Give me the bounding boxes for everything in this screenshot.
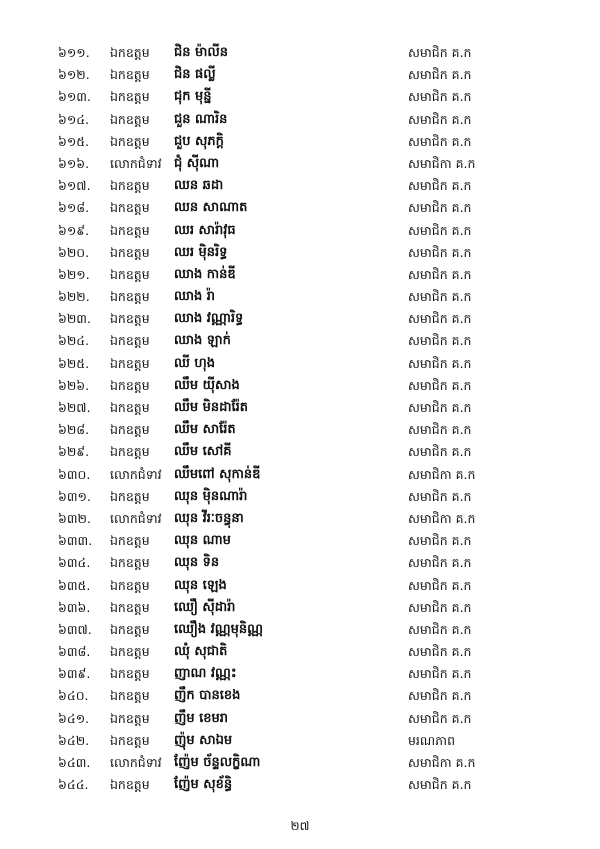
- member-status: សមាជិកា គ.ក: [408, 466, 476, 482]
- member-number: ៦២៤.: [58, 333, 90, 349]
- list-item: [0, 264, 600, 286]
- list-item: [0, 597, 600, 619]
- member-status: សមាជិក គ.ក: [408, 666, 472, 682]
- member-title: ឯកឧត្តម: [110, 444, 150, 460]
- list-item: [0, 308, 600, 330]
- member-name: ឈឿង វណ្ណមុនិណ្ណ: [174, 621, 264, 637]
- member-name: ឈាង រ៉ា: [174, 289, 216, 305]
- member-status: សមាជិក គ.ក: [408, 644, 472, 660]
- member-title: ឯកឧត្តម: [110, 488, 150, 504]
- member-title: ឯកឧត្តម: [110, 777, 150, 793]
- member-status: សមាជិក គ.ក: [408, 577, 472, 593]
- member-name: ឈី ហុង: [174, 355, 216, 371]
- member-status: សមាជិកា គ.ក: [408, 755, 476, 770]
- member-number: ៦២៥.: [58, 355, 90, 371]
- list-item: [0, 175, 600, 197]
- member-title: ឯកឧត្តម: [110, 89, 150, 105]
- member-title: ឯកឧត្តម: [110, 244, 150, 260]
- member-name: ញ៉ែម ច័ន្ទលក្ខិណា: [174, 755, 261, 770]
- member-status: សមាជិក គ.ក: [408, 400, 472, 415]
- list-item: [0, 197, 600, 219]
- list-item: [0, 441, 600, 463]
- member-name: ឈាង វណ្ណារិទ្ធ: [174, 311, 244, 327]
- list-item: [0, 109, 600, 131]
- member-name: ឈុន ណាម: [174, 533, 231, 549]
- member-number: ៦៣១.: [58, 488, 91, 504]
- member-status: សមាជិក គ.ក: [408, 621, 472, 637]
- list-item: [0, 86, 600, 108]
- member-number: ៦២១.: [58, 266, 90, 282]
- member-number: ៦៣៧.: [58, 621, 92, 637]
- list-item: [0, 663, 600, 685]
- member-title: ឯកឧត្តម: [110, 45, 150, 60]
- member-list: [0, 42, 600, 796]
- member-title: ឯកឧត្តម: [110, 200, 150, 216]
- list-item: [0, 708, 600, 730]
- member-status: សមាជិក គ.ក: [408, 244, 472, 260]
- member-name: ជុំ ស៊ីណា: [174, 155, 220, 171]
- member-name: ជិន ម៉ាលីន: [174, 45, 229, 60]
- member-title: ឯកឧត្តម: [110, 599, 150, 615]
- member-number: ៦១៨.: [58, 200, 90, 216]
- member-number: ៦៣៣.: [58, 533, 93, 549]
- list-item: [0, 641, 600, 663]
- member-status: សមាជិក គ.ក: [408, 289, 472, 305]
- member-title: ឯកឧត្តម: [110, 533, 150, 549]
- member-number: ៦១៥.: [58, 133, 90, 149]
- member-status: សមាជិកា គ.ក: [408, 510, 476, 526]
- member-status: សមាជិក គ.ក: [408, 422, 472, 438]
- list-item: [0, 464, 600, 486]
- member-name: ឈុន ឡេង: [174, 577, 227, 593]
- member-title: លោកជំទាវ: [110, 510, 162, 526]
- member-title: លោកជំទាវ: [110, 755, 162, 770]
- list-item: [0, 575, 600, 597]
- member-number: ៦១១.: [58, 45, 90, 60]
- member-name: ញឹក បានខេង: [174, 688, 241, 704]
- list-item: [0, 774, 600, 796]
- member-title: ឯកឧត្តម: [110, 422, 150, 438]
- member-name: ជុក មុន្នី: [174, 89, 212, 105]
- member-title: លោកជំទាវ: [110, 155, 162, 171]
- member-status: សមាជិក គ.ក: [408, 111, 472, 127]
- member-name: ឈុន វីរៈចន្ធុនា: [174, 510, 244, 526]
- member-title: ឯកឧត្តម: [110, 311, 150, 327]
- member-number: ៦៣៦.: [58, 599, 91, 615]
- member-status: សមាជិក គ.ក: [408, 555, 472, 571]
- member-name: ញ៉ែម សុខ័ន្ធិ: [174, 777, 233, 793]
- member-status: សមាជិក គ.ក: [408, 710, 472, 726]
- member-title: ឯកឧត្តម: [110, 355, 150, 371]
- member-title: ឯកឧត្តម: [110, 289, 150, 305]
- member-number: ៦២៨.: [58, 422, 90, 438]
- list-item: [0, 752, 600, 774]
- member-title: ឯកឧត្តម: [110, 710, 150, 726]
- member-status: សមាជិក គ.ក: [408, 45, 472, 60]
- list-item: [0, 508, 600, 530]
- member-status: សមាជិក គ.ក: [408, 777, 472, 793]
- member-status: សមាជិក គ.ក: [408, 89, 472, 105]
- member-status: សមាជិក គ.ក: [408, 311, 472, 327]
- member-name: ឈាង កាន់ឌី: [174, 266, 236, 282]
- member-name: ជួប សុភក្តិ: [174, 133, 224, 149]
- member-status: សមាជិក គ.ក: [408, 444, 472, 460]
- member-title: ឯកឧត្តម: [110, 644, 150, 660]
- list-item: [0, 42, 600, 64]
- member-number: ៦៣៨.: [58, 644, 91, 660]
- list-item: [0, 419, 600, 441]
- member-number: ៦៣៤.: [58, 555, 91, 571]
- list-item: [0, 131, 600, 153]
- member-name: ឈុំ សុជាតិ: [174, 644, 228, 660]
- member-title: ឯកឧត្តម: [110, 400, 150, 415]
- list-item: [0, 375, 600, 397]
- list-item: [0, 530, 600, 552]
- member-name: ជិន ផល្លី: [174, 67, 216, 83]
- member-name: ញឹម ខេមរា: [174, 710, 229, 726]
- member-status: សមាជិក គ.ក: [408, 355, 472, 371]
- member-status: សមាជិក គ.ក: [408, 488, 472, 504]
- member-title: ឯកឧត្តម: [110, 333, 150, 349]
- member-status: សមាជិក គ.ក: [408, 266, 472, 282]
- member-status: សមាជិក គ.ក: [408, 599, 472, 615]
- member-number: ៦៣២.: [58, 510, 91, 526]
- member-title: ឯកឧត្តម: [110, 133, 150, 149]
- member-number: ៦១៦.: [58, 155, 90, 171]
- member-status: សមាជិក គ.ក: [408, 178, 472, 194]
- member-name: ឈឹម យ៉ីសាង: [174, 377, 240, 393]
- member-name: ឈន សាណាត: [174, 200, 248, 216]
- list-item: [0, 619, 600, 641]
- member-status: សមាជិក គ.ក: [408, 533, 472, 549]
- list-item: [0, 397, 600, 419]
- member-title: ឯកឧត្តម: [110, 621, 150, 637]
- member-number: ៦២០.: [58, 244, 90, 260]
- member-number: ៦៤១.: [58, 710, 90, 726]
- member-number: ៦៤៤.: [58, 777, 89, 793]
- member-name: ឈុន ម៉ិនណារ៉ា: [174, 488, 248, 504]
- member-number: ៦៤៣.: [58, 755, 91, 770]
- list-item: [0, 153, 600, 175]
- member-title: ឯកឧត្តម: [110, 266, 150, 282]
- list-item: [0, 242, 600, 264]
- member-title: ឯកឧត្តម: [110, 111, 150, 127]
- member-title: ឯកឧត្តម: [110, 222, 150, 238]
- list-item: [0, 64, 600, 86]
- member-name: ឈឹម មិនដារ៉ែត: [174, 400, 249, 415]
- member-title: ឯកឧត្តម: [110, 732, 150, 748]
- member-status: សមាជិក គ.ក: [408, 200, 472, 216]
- member-title: ឯកឧត្តម: [110, 666, 150, 682]
- list-item: [0, 730, 600, 752]
- list-item: [0, 486, 600, 508]
- member-name: ឈឹម សារ៉ែត: [174, 422, 236, 438]
- member-name: ញាណ វណ្ណះ: [174, 666, 237, 682]
- member-name: ញ៉ុម សាឯម: [174, 732, 233, 748]
- page-number: ២៧: [290, 819, 310, 833]
- member-status: សមាជិក គ.ក: [408, 133, 472, 149]
- list-item: [0, 220, 600, 242]
- member-name: ឈរ ម៉ិនរិទ្ធ: [174, 244, 228, 260]
- list-item: [0, 685, 600, 707]
- member-title: ឯកឧត្តម: [110, 178, 150, 194]
- member-title: ឯកឧត្តម: [110, 688, 150, 704]
- member-number: ៦៣០.: [58, 466, 91, 482]
- member-name: ឈឹមពៅ សុកាន់ឌី: [174, 466, 261, 482]
- list-item: [0, 330, 600, 352]
- list-item: [0, 286, 600, 308]
- member-name: ឈន ឆដា: [174, 178, 224, 194]
- list-item: [0, 552, 600, 574]
- member-number: ៦៤២.: [58, 732, 90, 748]
- member-number: ៦២៣.: [58, 311, 91, 327]
- member-number: ៦១៣.: [58, 89, 91, 105]
- member-name: ជួន ណារិន: [174, 111, 228, 127]
- member-number: ៦២៧.: [58, 400, 91, 415]
- member-number: ៦២៩.: [58, 444, 90, 460]
- member-number: ៦២៦.: [58, 377, 90, 393]
- member-title: លោកជំទាវ: [110, 466, 162, 482]
- member-number: ៦៣៥.: [58, 577, 91, 593]
- list-item: [0, 353, 600, 375]
- member-number: ៦១៤.: [58, 111, 90, 127]
- member-status: សមាជិក គ.ក: [408, 377, 472, 393]
- member-name: ឈាង ឡាក់: [174, 333, 231, 349]
- member-status: សមាជិក គ.ក: [408, 222, 472, 238]
- member-status: សមាជិកា គ.ក: [408, 155, 476, 171]
- member-name: ឈឹម សៅគី: [174, 444, 232, 460]
- member-status: សមាជិក គ.ក: [408, 67, 472, 83]
- member-number: ៦២២.: [58, 289, 90, 305]
- member-title: ឯកឧត្តម: [110, 67, 150, 83]
- member-name: ឈុន ទិន: [174, 555, 220, 571]
- member-name: ឈរ សារ៉ាវុធ: [174, 222, 236, 238]
- member-title: ឯកឧត្តម: [110, 577, 150, 593]
- member-status: សមាជិក គ.ក: [408, 688, 472, 704]
- member-status: សមាជិក គ.ក: [408, 333, 472, 349]
- member-number: ៦៤០.: [58, 688, 89, 704]
- member-number: ៦១៧.: [58, 178, 91, 194]
- member-number: ៦១៩.: [58, 222, 90, 238]
- member-status: មរណភាព: [408, 732, 455, 748]
- member-name: ឈឿ ស៊ីដារ៉ា: [174, 599, 236, 615]
- member-number: ៦១២.: [58, 67, 90, 83]
- member-title: ឯកឧត្តម: [110, 555, 150, 571]
- member-title: ឯកឧត្តម: [110, 377, 150, 393]
- member-number: ៦៣៩.: [58, 666, 91, 682]
